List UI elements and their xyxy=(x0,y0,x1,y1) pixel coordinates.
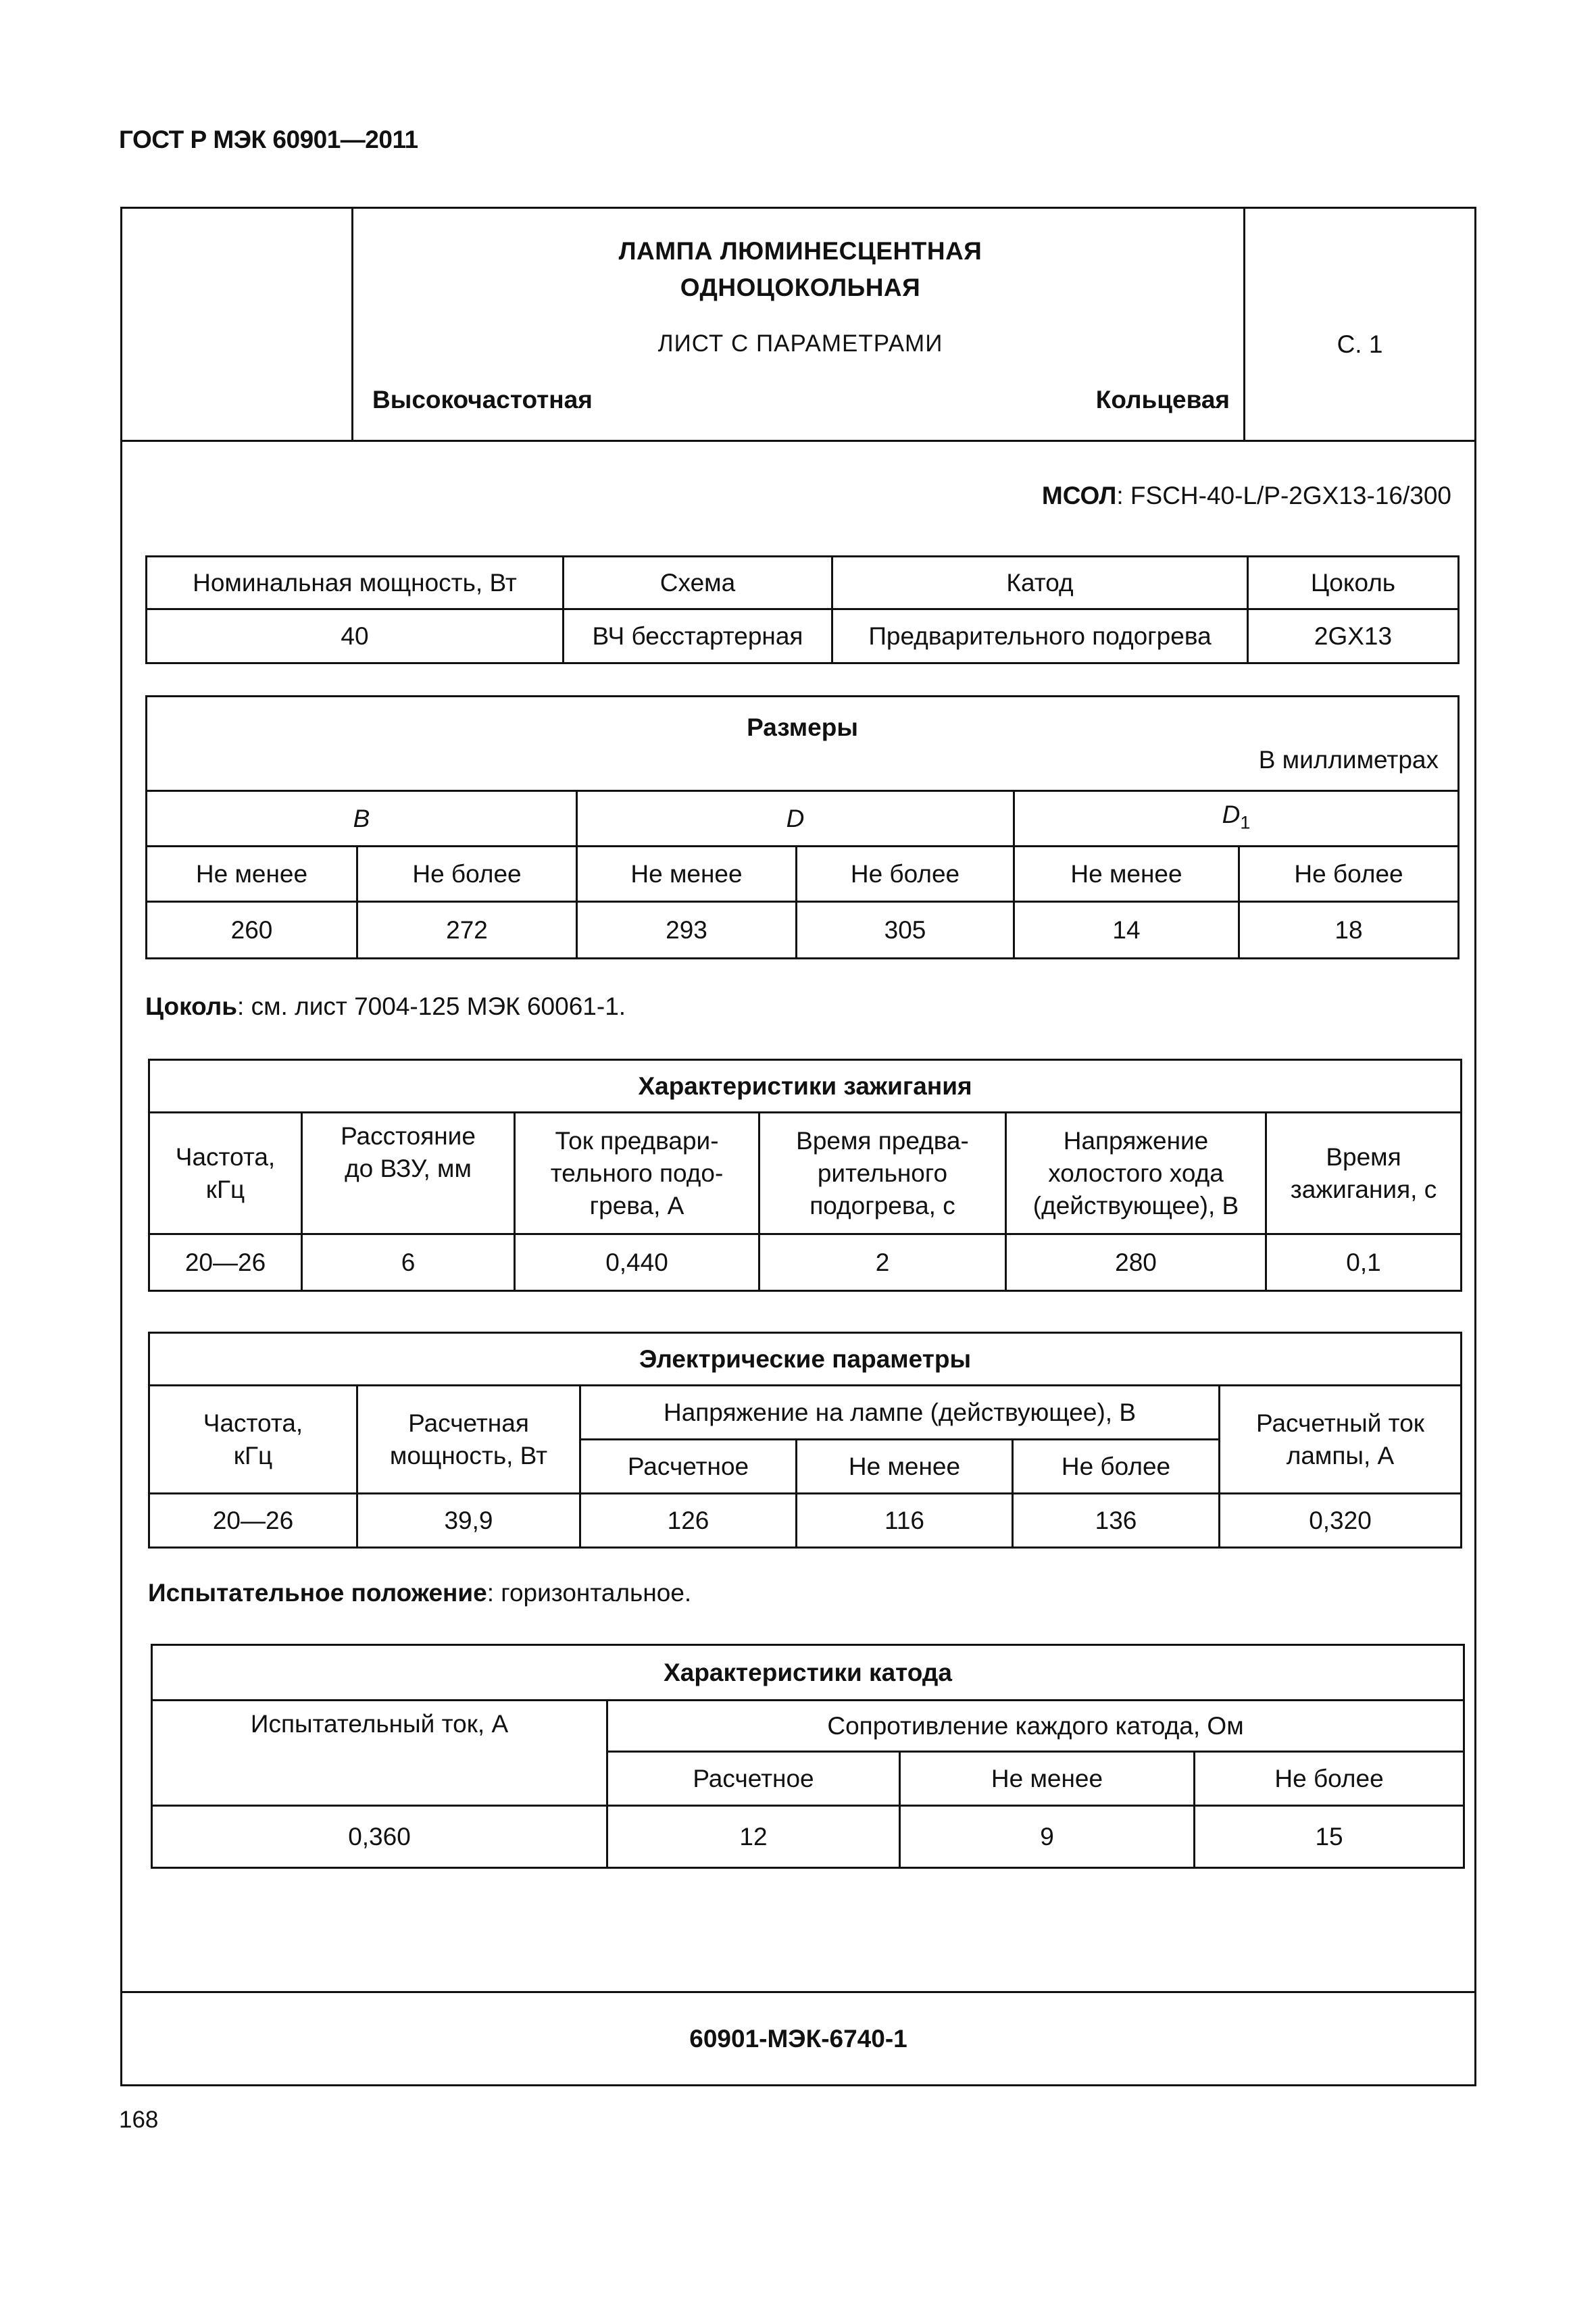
ign-h-frequency-l2: кГц xyxy=(205,1175,245,1203)
ign-h-time-l3: подогрева, с xyxy=(809,1191,955,1219)
ign-header-ignition-time xyxy=(1266,1113,1462,1234)
cap-note xyxy=(145,992,626,1021)
el-h-current-l1: Расчетный ток xyxy=(1256,1409,1424,1437)
table-row xyxy=(147,791,1459,847)
cath-val-max: 15 xyxy=(1195,1806,1464,1868)
cath-val-rated: 12 xyxy=(607,1806,900,1868)
table-row xyxy=(147,557,1459,609)
el-header-current xyxy=(1220,1386,1462,1494)
el-val-power: 39,9 xyxy=(357,1494,580,1548)
ign-h-time-l1: Время предва- xyxy=(796,1126,969,1155)
el-h-power-l1: Расчетная xyxy=(408,1409,529,1437)
dimension-d1-subscript: 1 xyxy=(1240,812,1251,833)
ign-h-voltage-l3: (действующее), В xyxy=(1032,1191,1239,1219)
lamp-code-line xyxy=(1042,482,1451,510)
main-parameters-table xyxy=(145,555,1460,664)
ign-val-ignition-time: 0,1 xyxy=(1266,1234,1462,1291)
dim-sub-d-min: Не менее xyxy=(577,847,797,902)
title-block-right-cell xyxy=(1243,209,1474,440)
table-row xyxy=(149,1333,1462,1386)
table-row xyxy=(152,1701,1464,1752)
test-position-label: Испытательное положение xyxy=(148,1579,487,1607)
cath-val-min: 9 xyxy=(900,1806,1195,1868)
table-row xyxy=(147,902,1459,959)
cap-note-label: Цоколь xyxy=(145,992,238,1020)
ignition-title: Характеристики зажигания xyxy=(149,1060,1462,1113)
ign-header-frequency xyxy=(149,1113,302,1234)
lamp-type-left: Высокочастотная xyxy=(372,386,593,413)
ign-h-frequency-l1: Частота, xyxy=(175,1142,276,1171)
table-row xyxy=(147,697,1459,791)
table-row xyxy=(149,1494,1462,1548)
el-val-current: 0,320 xyxy=(1220,1494,1462,1548)
dimension-group-d1 xyxy=(1014,791,1459,847)
dimensions-title: Размеры xyxy=(747,713,858,741)
dimension-group-b: B xyxy=(147,791,577,847)
dimensions-table xyxy=(145,695,1460,959)
dimensions-title-cell xyxy=(147,697,1459,791)
ign-h-ign-l1: Время xyxy=(1326,1142,1401,1171)
ign-h-voltage-l1: Напряжение xyxy=(1063,1126,1209,1155)
table-row xyxy=(149,1386,1462,1440)
table-row xyxy=(152,1806,1464,1868)
dimensions-unit: В миллиметрах xyxy=(1258,745,1439,774)
ign-header-distance xyxy=(302,1113,515,1234)
ign-val-distance: 6 xyxy=(302,1234,515,1291)
standard-header: ГОСТ Р МЭК 60901—2011 xyxy=(119,126,418,153)
dimension-d1-main: D xyxy=(1222,800,1241,828)
page-number: 168 xyxy=(119,2107,159,2133)
cath-sub-max: Не более xyxy=(1195,1752,1464,1806)
cathode-table xyxy=(151,1644,1465,1869)
sheet-title-line1: ЛАМПА ЛЮМИНЕСЦЕНТНАЯ xyxy=(618,237,982,265)
header-scheme: Схема xyxy=(564,557,832,609)
table-row xyxy=(147,609,1459,663)
table-row xyxy=(152,1645,1464,1701)
dim-val-b-min: 260 xyxy=(147,902,357,959)
ign-h-current-l3: грева, А xyxy=(589,1191,684,1219)
sheet-title xyxy=(351,233,1249,306)
dim-val-d1-max: 18 xyxy=(1239,902,1459,959)
dim-sub-d-max: Не более xyxy=(797,847,1014,902)
value-scheme: ВЧ бесстартерная xyxy=(564,609,832,663)
cath-sub-min: Не менее xyxy=(900,1752,1195,1806)
dim-val-b-max: 272 xyxy=(357,902,577,959)
cathode-title: Характеристики катода xyxy=(152,1645,1464,1701)
header-cathode: Катод xyxy=(832,557,1248,609)
footer-divider xyxy=(122,1991,1474,1993)
ign-h-time-l2: рительного xyxy=(817,1159,948,1187)
lamp-type-right: Кольцевая xyxy=(1095,386,1230,413)
lamp-code-label: МСОЛ xyxy=(1041,482,1117,509)
ign-val-preheat-current: 0,440 xyxy=(515,1234,759,1291)
ign-h-distance-l1: Расстояние xyxy=(341,1122,476,1150)
dim-val-d-min: 293 xyxy=(577,902,797,959)
dim-sub-d1-max: Не более xyxy=(1239,847,1459,902)
dim-sub-d1-min: Не менее xyxy=(1014,847,1239,902)
el-val-voltage-max: 136 xyxy=(1013,1494,1220,1548)
dim-sub-b-min: Не менее xyxy=(147,847,357,902)
dimension-group-d: D xyxy=(577,791,1014,847)
title-block xyxy=(122,209,1474,442)
el-header-frequency xyxy=(149,1386,357,1494)
el-h-frequency-l1: Частота, xyxy=(203,1409,303,1437)
ign-val-open-voltage: 280 xyxy=(1006,1234,1266,1291)
ign-h-ign-l2: зажигания, с xyxy=(1290,1175,1437,1203)
sheet-title-line2: ОДНОЦОКОЛЬНАЯ xyxy=(680,274,921,301)
value-cathode: Предварительного подогрева xyxy=(832,609,1248,663)
table-row xyxy=(147,847,1459,902)
electrical-title: Электрические параметры xyxy=(149,1333,1462,1386)
dim-val-d-max: 305 xyxy=(797,902,1014,959)
test-position-note xyxy=(148,1579,691,1607)
el-sub-rated: Расчетное xyxy=(580,1440,797,1494)
el-h-power-l2: мощность, Вт xyxy=(389,1441,548,1469)
cath-val-test-current: 0,360 xyxy=(152,1806,607,1868)
el-val-voltage-rated: 126 xyxy=(580,1494,797,1548)
ignition-table xyxy=(148,1059,1462,1292)
lamp-code-value: : FSCH-40-L/P-2GX13-16/300 xyxy=(1116,482,1451,509)
dim-val-d1-min: 14 xyxy=(1014,902,1239,959)
el-val-frequency: 20—26 xyxy=(149,1494,357,1548)
ign-val-frequency: 20—26 xyxy=(149,1234,302,1291)
electrical-table xyxy=(148,1332,1462,1549)
ign-header-preheat-current xyxy=(515,1113,759,1234)
ign-header-preheat-time xyxy=(759,1113,1006,1234)
el-h-current-l2: лампы, А xyxy=(1286,1441,1395,1469)
cap-note-value: : см. лист 7004-125 МЭК 60061-1. xyxy=(237,992,626,1020)
el-sub-max: Не более xyxy=(1013,1440,1220,1494)
ign-h-current-l1: Ток предвари- xyxy=(555,1126,719,1155)
table-row xyxy=(149,1234,1462,1291)
table-row xyxy=(149,1113,1462,1234)
el-header-voltage: Напряжение на лампе (действующее), В xyxy=(580,1386,1220,1440)
el-h-frequency-l2: кГц xyxy=(233,1441,273,1469)
test-position-value: : горизонтальное. xyxy=(487,1579,692,1607)
sheet-page-label: С. 1 xyxy=(1337,330,1383,358)
sheet-subtitle: ЛИСТ С ПАРАМЕТРАМИ xyxy=(657,330,943,357)
ign-h-distance-l2: до ВЗУ, мм xyxy=(345,1155,472,1182)
el-val-voltage-min: 116 xyxy=(797,1494,1013,1548)
cath-header-resistance: Сопротивление каждого катода, Ом xyxy=(607,1701,1464,1752)
dim-sub-b-max: Не более xyxy=(357,847,577,902)
ign-h-current-l2: тельного подо- xyxy=(550,1159,724,1187)
el-sub-min: Не менее xyxy=(797,1440,1013,1494)
el-header-power xyxy=(357,1386,580,1494)
value-cap: 2GX13 xyxy=(1248,609,1459,663)
table-row xyxy=(149,1060,1462,1113)
ign-header-open-voltage xyxy=(1006,1113,1266,1234)
cath-header-test-current: Испытательный ток, А xyxy=(152,1701,607,1806)
header-nominal-power: Номинальная мощность, Вт xyxy=(147,557,564,609)
ign-val-preheat-time: 2 xyxy=(759,1234,1006,1291)
value-nominal-power: 40 xyxy=(147,609,564,663)
cath-sub-rated: Расчетное xyxy=(607,1752,900,1806)
title-block-left-cell xyxy=(122,209,353,440)
header-cap: Цоколь xyxy=(1248,557,1459,609)
ign-h-voltage-l2: холостого хода xyxy=(1048,1159,1224,1187)
sheet-code: 60901-МЭК-6740-1 xyxy=(689,2025,907,2053)
sheet-frame xyxy=(120,207,1476,2086)
